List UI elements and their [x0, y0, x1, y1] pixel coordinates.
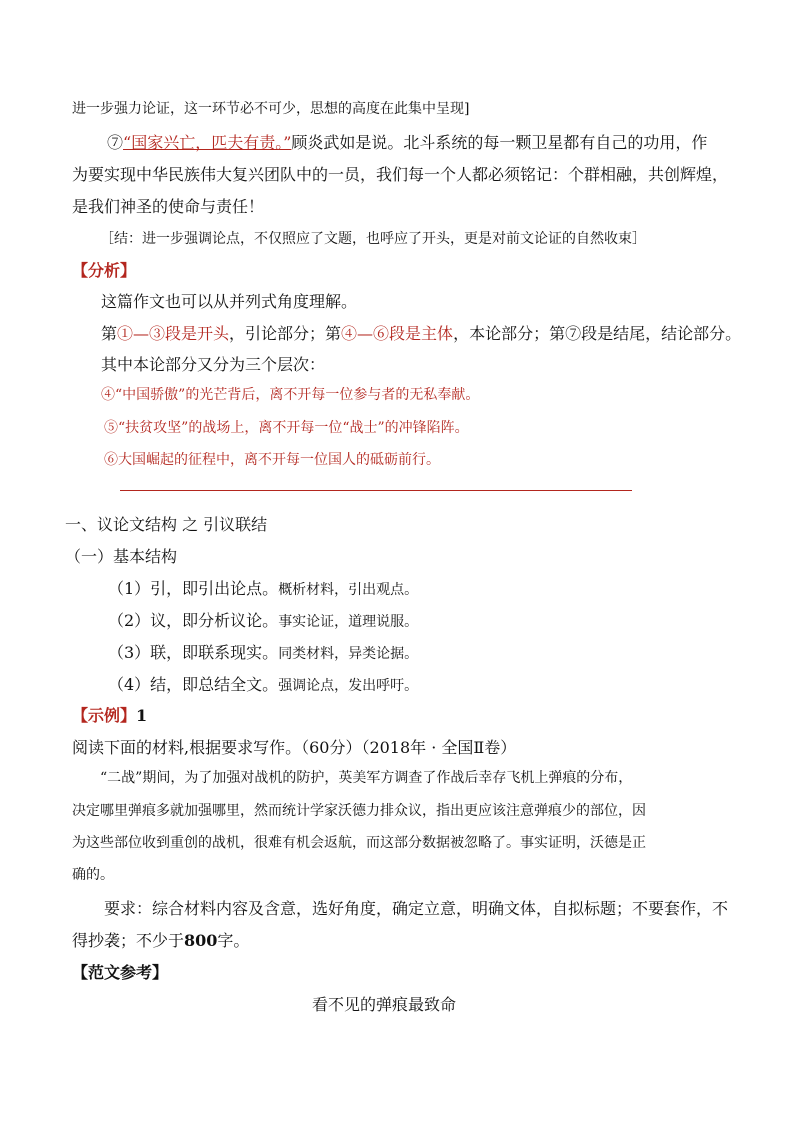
structure-item [108, 643, 418, 663]
quote-highlight: “国家兴亡，匹夫有责。” [123, 133, 292, 152]
analysis-text: ，本论部分；第⑦段是结尾，结论部分。 [453, 324, 742, 343]
requirements-line-1: 要求：综合材料内容及含意，选好角度，确定立意，明确文体，自拟标题；不要套作，不 [104, 899, 729, 918]
example-label: 【示例】 [72, 706, 137, 725]
requirements-text: 得抄袭；不少于 [72, 931, 185, 950]
essay-title: 看不见的弹痕最致命 [312, 995, 457, 1014]
requirements-text: 字。 [217, 931, 250, 950]
argument-note: 进一步强力论证，这一环节必不可少，思想的高度在此集中呈现] [72, 101, 470, 117]
structure-desc: 事实论证，道理说服。 [278, 614, 419, 630]
structure-key: （4）结，即总结全文。 [108, 675, 279, 694]
opening-range: ①—③段是开头 [117, 324, 230, 343]
material-line: 决定哪里弹痕多就加强哪里，然而统计学家沃德力排众议，指出更应该注意弹痕少的部位，因 [72, 803, 646, 819]
section-title: 一、议论文结构 之 引议联结 [65, 515, 268, 534]
structure-key: （1）引，即引出论点。 [108, 579, 279, 598]
structure-key: （2）议，即分析议论。 [108, 611, 279, 630]
paragraph-7-line-1 [107, 133, 707, 152]
material-line: “二战”期间，为了加强对战机的防护，英美军方调查了作战后幸存飞机上弹痕的分布， [100, 770, 633, 786]
level-item: ⑤“扶贫攻坚”的战场上，离不开每一位“战士”的冲锋陷阵。 [104, 420, 469, 436]
reference-heading: 【范文参考】 [72, 963, 169, 982]
word-count: 800 [184, 931, 218, 950]
requirements-line-2 [72, 931, 249, 950]
structure-desc: 同类材料，异类论据。 [278, 646, 419, 662]
structure-desc: 概析材料，引出观点。 [278, 582, 419, 598]
analysis-text: 第 [101, 324, 118, 343]
structure-desc: 强调论点，发出呼吁。 [278, 678, 419, 694]
level-item: ⑥大国崛起的征程中，离不开每一位国人的砥砺前行。 [104, 452, 440, 468]
analysis-heading: 【分析】 [72, 261, 137, 280]
subsection-title: （一）基本结构 [65, 547, 178, 566]
analysis-line-1: 这篇作文也可以从并列式角度理解。 [101, 292, 358, 311]
level-item: ④“中国骄傲”的光芒背后，离不开每一位参与者的无私奉献。 [101, 387, 480, 403]
analysis-line-3: 其中本论部分又分为三个层次： [101, 355, 326, 374]
structure-item [108, 611, 418, 631]
material-line: 确的。 [72, 867, 114, 883]
analysis-text: ，引论部分；第 [229, 324, 342, 343]
paragraph-7-line-2: 为要实现中华民族伟大复兴团队中的一员，我们每一个人都必须铭记：个群相融，共创辉煌， [72, 165, 729, 184]
analysis-line-2 [101, 324, 741, 343]
conclusion-note: ［结：进一步强调论点，不仅照应了文题，也呼应了开头，更是对前文论证的自然收束］ [100, 231, 646, 247]
example-heading [72, 706, 147, 725]
example-number: 1 [136, 706, 148, 725]
writing-prompt: 阅读下面的材料,根据要求写作。（60分）（2018年 · 全国Ⅱ卷） [72, 738, 517, 757]
structure-key: （3）联，即联系现实。 [108, 643, 279, 662]
section-divider [120, 490, 632, 491]
material-line: 为这些部位收到重创的战机，很难有机会返航，而这部分数据被忽略了。事实证明，沃德是正 [72, 835, 646, 851]
paragraph-number: ⑦ [107, 133, 124, 152]
structure-item [108, 579, 418, 599]
structure-item [108, 675, 418, 695]
paragraph-7-text: 顾炎武如是说。北斗系统的每一颗卫星都有自己的功用，作 [291, 133, 708, 152]
body-range: ④—⑥段是主体 [341, 324, 454, 343]
paragraph-7-line-3: 是我们神圣的使命与责任！ [72, 197, 265, 216]
